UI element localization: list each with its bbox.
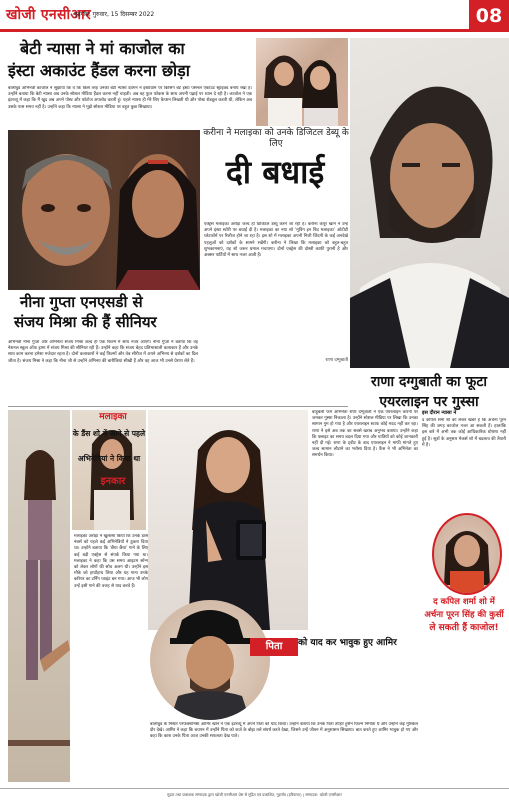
kareena-photo-art <box>148 410 308 630</box>
story7-headline-line3: ले सकती हैं काजोल! <box>429 623 499 633</box>
story5-headline-line1: मलाइका <box>99 412 127 422</box>
aamir-photo-art <box>150 600 270 720</box>
section-divider <box>8 406 348 407</box>
story5-body: मलाइका अरोड़ा ने खुलासा किया कि उनके डांस नंबर्स को पहले कई अभिनेत्रियों ने ठुकरा दिया था। उन्होंने बताया कि ‘छैंया छैंया’ गाने के लिए कई बड़ी एक्ट्रेस से संपर्क किया गया था। मलाइका ने कहा कि उस समय आइटम सॉन्ग को लेकर लोगों की सोच अलग थी। उन्होंने इस मौके को हाथोंहाथ लिया और यह गाना उनके करियर का टर्निंग प्वाइंट बन गया। आज भी लोग उन्हें इसी गाने की वजह से याद करते हैं। <box>74 534 148 589</box>
story1-headline-line2: इंस्टा अकाउंट हैंडल करना छोड़ा <box>8 61 190 80</box>
story2-headline: दी बधाई <box>225 153 325 191</box>
rana-photo-art <box>350 38 509 368</box>
story7-headline-line2: अर्चना पूरन सिंह की कुर्सी <box>424 610 504 620</box>
story4-body: बाहुबली फेम अभिनेता राणा दग्गुबाती ने एक एयरलाइन कंपनी पर जमकर गुस्सा निकाला है। उन्होंने सोशल मीडिया पर लिखा कि उनका सामान गुम हो गया है और एयरलाइन स्टाफ कोई मदद नहीं कर रहा। राणा ने इसे अब तक का सबसे खराब अनुभव बताया। उन्होंने कहा कि फ्लाइट का समय बदल दिया गया और यात्रियों को कोई जानकारी नहीं दी गई। राणा के ट्वीट के बाद एयरलाइन ने माफी मांगते हुए जल्द सामान लौटाने का भरोसा दिया है। फैंस ने भी अभिनेता का समर्थन किया। <box>312 410 418 459</box>
masthead: खोजी एनसीआर <box>6 7 92 23</box>
kajol-nysa-photo-art <box>256 38 348 126</box>
story6-body: बॉलीवुड के मिस्टर परफेक्शनिस्ट आमिर खान ने एक इंटरव्यू में अपने पिता को याद किया। उन्होंने बताया कि उनके पिता ताहिर हुसैन फिल्म निर्माता थे और उन्होंने कई मुश्किल दौर देखे। आमिर ने कहा कि बचपन में उन्होंने पिता को कर्ज के बोझ तले संघर्ष करते देखा, जिसने उन्हें जीवन में अनुशासन सिखाया। बात करते हुए आमिर भावुक हो गए और कहा कि काश उनके पिता आज उनकी सफलता देख पाते। <box>150 722 418 740</box>
story7-kicker: इस दौरान न्यासा ने <box>422 410 457 416</box>
story5-headline-line3: अभिनेत्रियां ने किया था <box>77 454 141 463</box>
neena-sanjay-photo-art <box>8 130 200 290</box>
story4-headline-line2: एयरलाइन पर गुस्सा <box>379 394 479 410</box>
story2-body: एक्ट्रेस मलाइका अरोड़ा जल्द ही डिजिटल डेब्यू करने जा रही हैं। करीना कपूर खान ने उन्हें अपने इंस्टा स्टोरी पर बधाई दी है। मलाइका का नया शो ‘मूविंग इन विद मलाइका’ ओटीटी प्लेटफॉर्म पर रिलीज होने जा रहा है। इस शो में मलाइका अपनी निजी जिंदगी के कई अनदेखे पहलुओं को दर्शकों के सामने रखेंगी। करीना ने लिखा कि मलाइका को बहुत-बहुत शुभकामनाएं, यह शो जरूर धमाल मचाएगा। दोनों एक्ट्रेस की दोस्ती काफी पुरानी है और अक्सर पार्टियों में साथ नजर आती हैं। <box>204 222 348 259</box>
story6-label: पिता <box>250 638 298 656</box>
malaika-yoga-photo-art <box>8 410 70 782</box>
kajol-circle-photo <box>432 513 502 595</box>
story4-headline-line1: राणा दग्गुबाती का फूटा <box>370 374 488 390</box>
story6-headline: को याद कर भावुक हुए आमिर <box>298 638 397 648</box>
story7-headline-line1: द कपिल शर्मा शो में <box>433 597 495 607</box>
rana-photo-caption: राणा दग्गुबाती <box>325 358 348 363</box>
rana-daggubati-photo <box>350 38 509 368</box>
story1-body: बॉलीवुड अभिनेत्री काजोल ने सुझाया कि वे कि किस तरह उनकी बेटी न्यासा देवगन ने इंस्टाग्राम पर किसिग बेटे इंस्टा पर्सनल ऐकाउंट स्ट्राइक्ड बनाये रखा है। उन्होंने बताया कि बेटी न्यासा अब उनके सोशल मीडिया हैंडल करना नहीं चाहती। अब वह फुल फोकस के साथ अपनी पढ़ाई पर ध्यान दे रही है। काजोल ने एक इंटरव्यू में कहा कि मैं खुद अब अपने पोस्ट और फोटोज अपलोड करती हूं। पहले न्यासा ही मेरे लिए कैप्शन लिखती थी और पोस्ट शेड्यूल करती थी, लेकिन अब उसके पास समय नहीं है। उन्होंने कहा कि न्यासा ने मुझे सोशल मीडिया पर बहुत कुछ सिखाया। <box>8 86 252 110</box>
page-number: 08 <box>469 0 509 32</box>
aamir-khan-photo <box>150 600 270 720</box>
kajol-circle-art <box>434 515 500 593</box>
malaika-headshot-photo <box>72 410 146 530</box>
story1-headline-line1: बेटी न्यासा ने मां काजोल का <box>20 39 185 58</box>
dateline: गुड़गाँव, गुरुवार, 15 दिसम्बर 2022 <box>74 11 155 18</box>
story2-kicker: करीना ने मलाइका को उनके डिजिटल डेब्यू के लिए <box>203 128 349 149</box>
story3-body: अभिनेत्री नीना गुप्ता और अभिनेता संजय मिश्रा जल्द ही एक फिल्म में साथ नजर आएंगे। नीना गुप्ता ने बताया कि वह नेशनल स्कूल ऑफ ड्रामा में संजय मिश्रा की सीनियर रही हैं। उन्होंने कहा कि संजय बेहद प्रतिभाशाली कलाकार हैं और उनके साथ काम करना हमेशा मजेदार रहता है। दोनों कलाकारों ने कई फिल्मों और वेब सीरीज में अपने अभिनय से दर्शकों का दिल जीता है। संजय मिश्रा ने कहा कि नीना जी से उन्होंने अभिनय की बारीकियां सीखी हैं और वह आज भी उनसे प्रेरणा लेते हैं। <box>8 340 198 364</box>
story5-headline-accent: इनकार <box>100 476 126 487</box>
page-footer: मुद्रक तथा प्रकाशक सम्पादक द्वारा खोजी एनसीआर प्रेस से मुद्रित एवं प्रकाशित, गुड़गाँव (हरियाणा) | सम्पादक: खोजी एनसीआर <box>0 788 509 800</box>
malaika-yoga-photo <box>8 410 70 782</box>
neena-sanjay-photo <box>8 130 200 290</box>
story7-body: द कपिल शर्मा शो को लेकर खबरें हैं कि अर्चना पूरन सिंह की जगह काजोल नजर आ सकती हैं। हालांकि इस बारे में अभी तक कोई आधिकारिक घोषणा नहीं हुई है। सूत्रों के अनुसार मेकर्स शो में बदलाव की तैयारी में हैं। <box>422 418 506 448</box>
story5-headline-line2: के डैंस शो में आने से पहले <box>72 429 146 438</box>
story3-headline-line2: संजय मिश्रा की हैं सीनियर <box>14 313 157 331</box>
malaika-headshot-art <box>72 410 146 530</box>
kajol-nysa-photo <box>256 38 348 126</box>
story3-headline-line1: नीना गुप्ता एनएसडी से <box>20 293 143 311</box>
kareena-photo <box>148 410 308 630</box>
